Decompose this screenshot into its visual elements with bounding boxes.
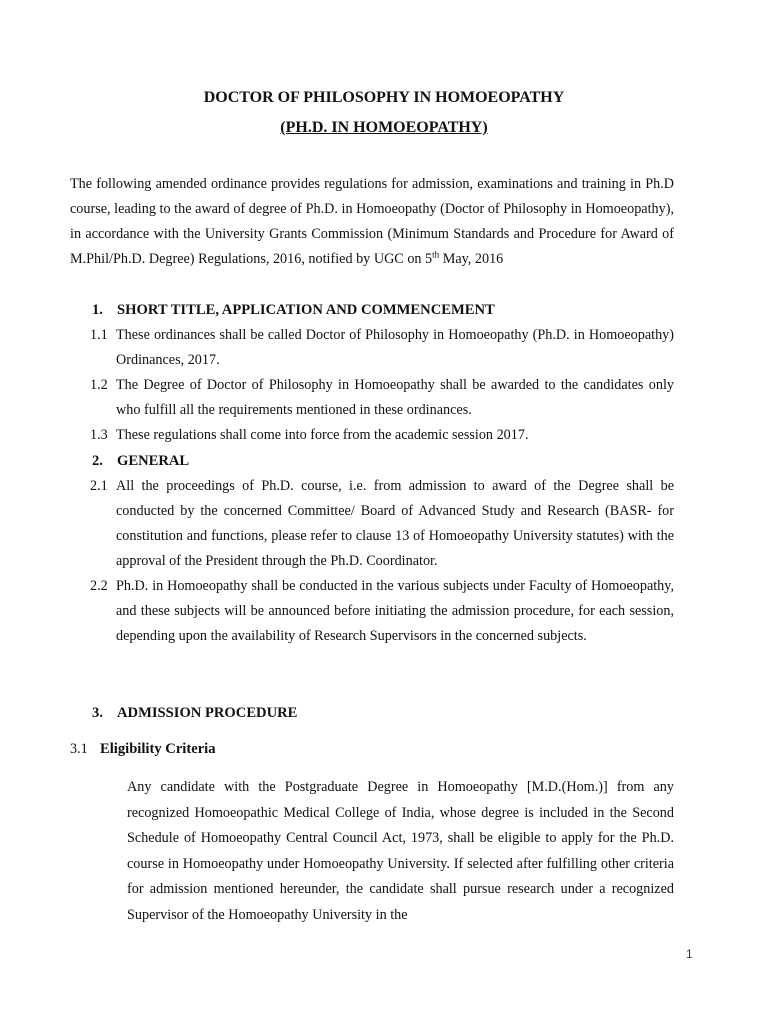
item-number: 2.1 xyxy=(90,478,108,494)
item-text: Ph.D. in Homoeopathy shall be conducted in the various subjects under Faculty of Homoeopathy, and these subjects will be announced before initiating the admission procedure, for each session, depending upon the availability of Research Supervisors in the concerned subjects. xyxy=(116,578,674,644)
item-number: 1.3 xyxy=(90,427,108,443)
section-heading xyxy=(92,703,297,723)
document-subtitle xyxy=(0,118,768,138)
list-item xyxy=(90,474,674,574)
item-number: 2.2 xyxy=(90,578,108,594)
intro-paragraph xyxy=(70,172,674,272)
list-item xyxy=(90,323,674,373)
section-heading xyxy=(92,300,495,320)
section-heading xyxy=(92,451,189,471)
document-subtitle-text: (PH.D. IN HOMOEOPATHY) xyxy=(280,119,488,136)
section-number: 3. xyxy=(92,705,103,721)
section-heading-text: GENERAL xyxy=(117,453,190,469)
intro-superscript: th xyxy=(432,249,440,260)
section-number: 1. xyxy=(92,302,103,318)
subsection-number: 3.1 xyxy=(70,741,88,757)
item-number: 1.1 xyxy=(90,327,108,343)
item-text: These ordinances shall be called Doctor of Philosophy in Homoeopathy (Ph.D. in Homoeopathy) Ordinances, 2017. xyxy=(116,327,674,368)
section-number: 2. xyxy=(92,453,103,469)
subsection-title: Eligibility Criteria xyxy=(100,741,216,757)
subsection-heading xyxy=(70,739,216,759)
item-text: The Degree of Doctor of Philosophy in Homoeopathy shall be awarded to the candidates only who fulfill all the requirements mentioned in these ordinances. xyxy=(116,377,674,418)
eligibility-paragraph: Any candidate with the Postgraduate Degree in Homoeopathy [M.D.(Hom.)] from any recognized Homoeopathic Medical College of India, whose degree is included in the Second Schedule of Homoeopathy Central Council Act, 1973, shall be eligible to apply for the Ph.D. course in Homoeopathy under Homoeopathy University. If selected after fulfilling other criteria for admission mentioned hereunder, the candidate shall pursue research under a recognized Supervisor of the Homoeopathy University in the xyxy=(127,779,674,923)
section-heading-text: SHORT TITLE, APPLICATION AND COMMENCEMENT xyxy=(117,302,495,318)
item-text: All the proceedings of Ph.D. course, i.e. from admission to award of the Degree shall be conducted by the concerned Committee/ Board of Advanced Study and Research (BASR- for constitution and functions, please refer to clause 13 of Homoeopathy University statutes) with the approval of the President through the Ph.D. Coordinator. xyxy=(116,478,674,569)
list-item xyxy=(90,423,674,448)
intro-end-text: May, 2016 xyxy=(439,251,504,267)
section-heading-text: ADMISSION PROCEDURE xyxy=(117,705,298,721)
item-text: These regulations shall come into force from the academic session 2017. xyxy=(116,427,529,443)
page-number: 1 xyxy=(686,947,693,961)
intro-text: The following amended ordinance provides regulations for admission, examinations and training in Ph.D course, leading to the award of degree of Ph.D. in Homoeopathy (Doctor of Philosophy in Homoeopathy), in accordance with the University Grants Commission (Minimum Standards and Procedure for Award of M.Phil/Ph.D. Degree) Regulations, 2016, notified by UGC on 5 xyxy=(70,176,674,267)
document-title: DOCTOR OF PHILOSOPHY IN HOMOEOPATHY xyxy=(203,89,565,106)
list-item xyxy=(90,574,674,674)
list-item xyxy=(90,373,674,423)
item-number: 1.2 xyxy=(90,377,108,393)
